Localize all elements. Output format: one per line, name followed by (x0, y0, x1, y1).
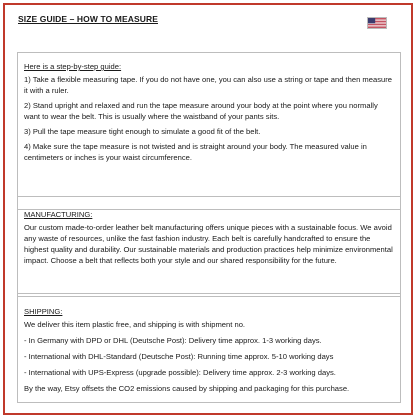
shipping-section (17, 293, 401, 403)
us-flag-icon (367, 17, 387, 29)
page-frame (3, 3, 413, 415)
measure-step: 4) Make sure the tape measure is not twisted and is straight around your body. The measured value in centimeters or inches is your waist circumference. (24, 142, 367, 162)
manufacturing-section (17, 196, 401, 297)
measure-step: 3) Pull the tape measure tight enough to simulate a good fit of the belt. (24, 127, 261, 136)
shipping-line: We deliver this item plastic free, and shipping is with shipment no. (24, 320, 246, 329)
shipping-line: - In Germany with DPD or DHL (Deutsche Post): Delivery time approx. 1-3 working days. (24, 336, 322, 345)
measure-step: 1) Take a flexible measuring tape. If you do not have one, you can also use a string or tape and then measure it with a ruler. (24, 75, 392, 95)
measure-section (17, 52, 401, 210)
measure-step: 2) Stand upright and relaxed and run the tape measure around your body at the point where you normally want to wear the belt. This is usually where the waistband of your pants sits. (24, 101, 378, 121)
shipping-line: By the way, Etsy offsets the CO2 emissions caused by shipping and packaging for this purchase. (24, 384, 350, 393)
shipping-line: - International with DHL-Standard (Deutsche Post): Running time approx. 5-10 working days (24, 352, 334, 361)
shipping-heading: SHIPPING: (24, 307, 63, 316)
manufacturing-heading: MANUFACTURING: (24, 210, 93, 219)
measure-intro: Here is a step-by-step guide: (24, 62, 122, 71)
manufacturing-text: Our custom made-to-order leather belt manufacturing offers unique pieces with a sustainable focus. We avoid any waste of resources, unlike the fast fashion industry. Each belt is carefully handcrafted to ensure the highest quality and durability. Our sustainable materials and production practices help minimize environmental impact. Choose a belt that reflects both your style and our shared responsibility for the future. (24, 223, 393, 265)
page-title: SIZE GUIDE – HOW TO MEASURE (18, 14, 158, 24)
shipping-line: - International with UPS-Express (upgrade possible): Delivery time approx. 2-3 working days. (24, 368, 336, 377)
header (18, 14, 401, 34)
